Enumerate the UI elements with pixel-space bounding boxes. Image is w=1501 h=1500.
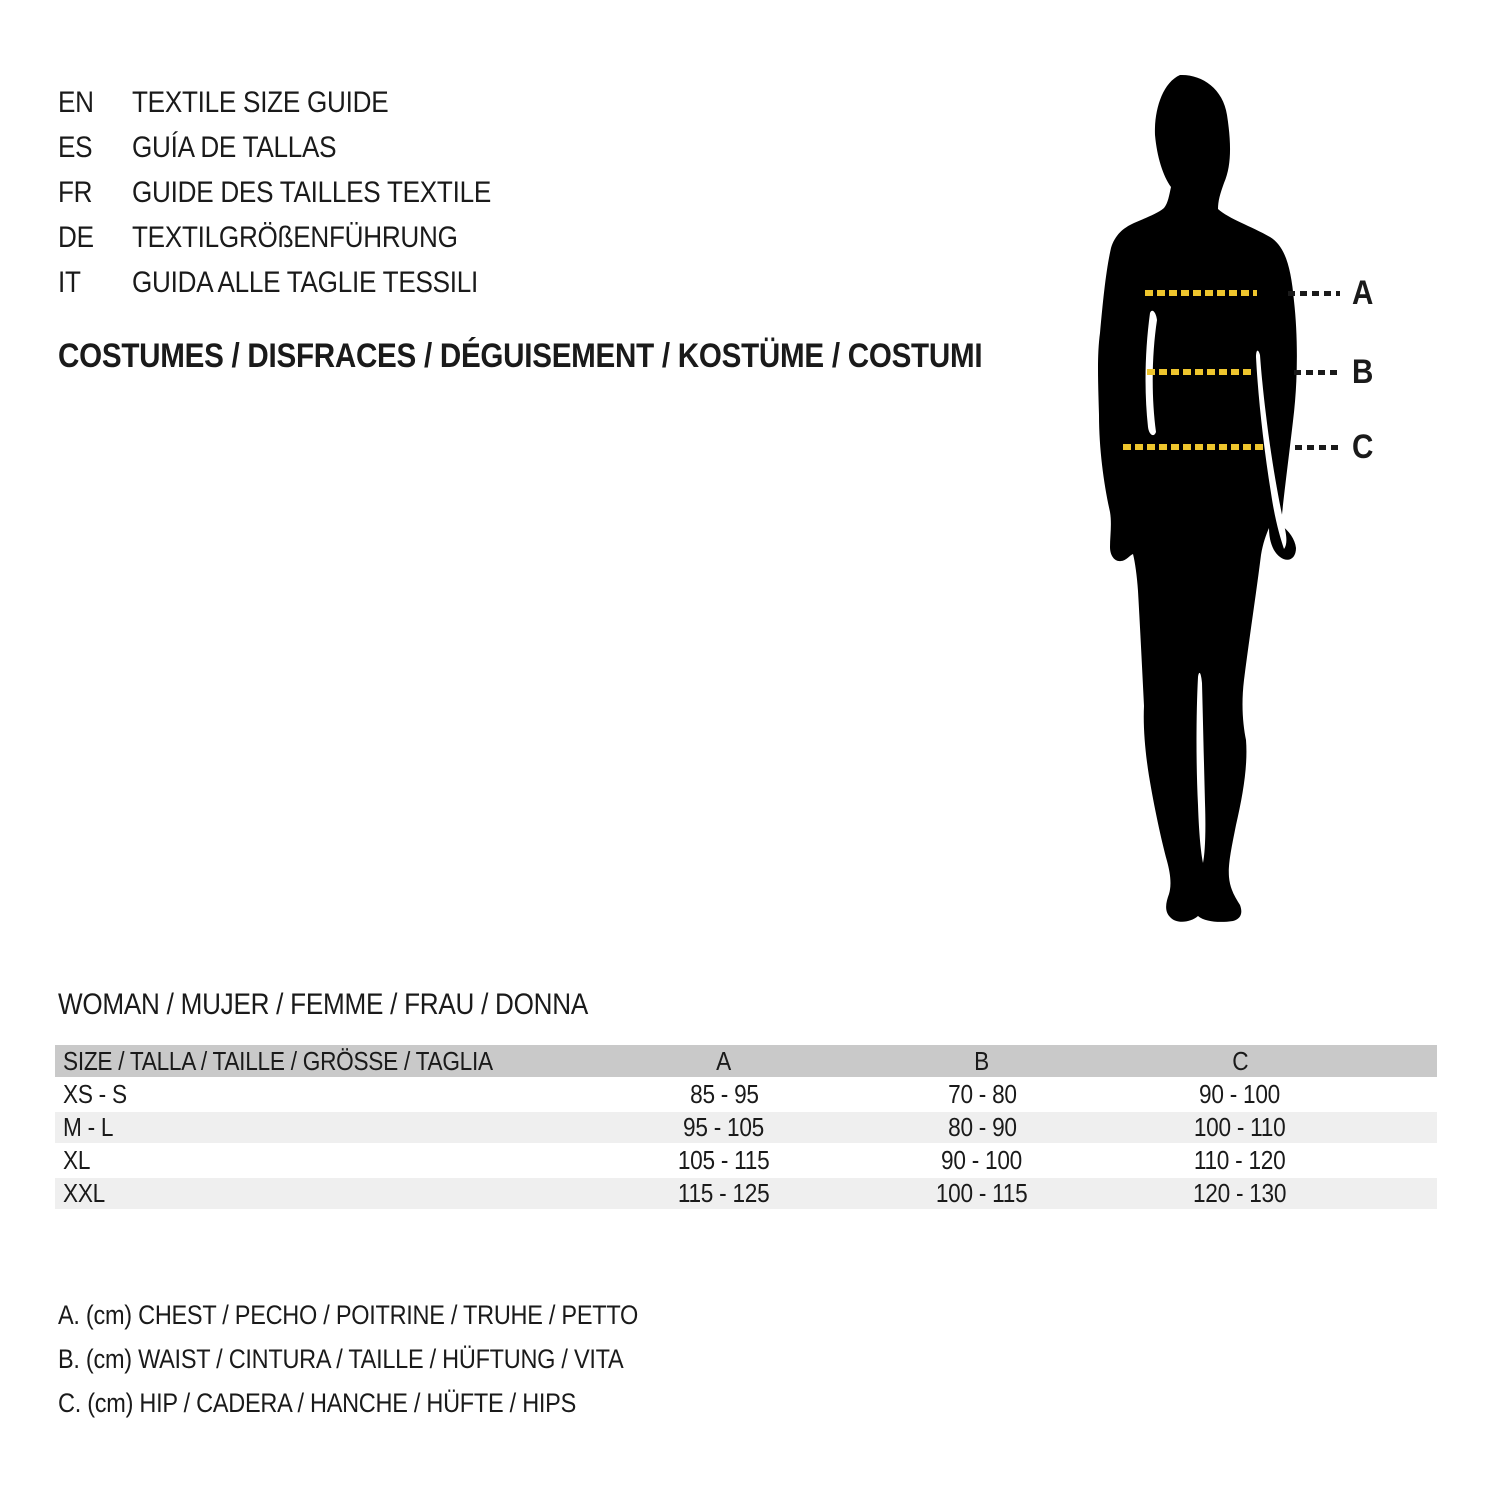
value-b: 80 - 90 xyxy=(853,1112,1111,1143)
value-a: 115 - 125 xyxy=(595,1178,853,1209)
chest-measure-line-yellow xyxy=(1145,290,1257,296)
value-b: 70 - 80 xyxy=(947,1079,1017,1109)
language-label: TEXTILGRÖßENFÜHRUNG xyxy=(132,221,458,254)
size-cell: M - L xyxy=(55,1112,595,1143)
value-b: 100 - 115 xyxy=(853,1178,1111,1209)
header-col-a: A xyxy=(595,1045,853,1077)
marker-label-c: C xyxy=(1352,428,1374,466)
hip-leader-line xyxy=(1295,445,1340,450)
language-label: GUIDE DES TAILLES TEXTILE xyxy=(132,176,492,209)
language-label: TEXTILE SIZE GUIDE xyxy=(132,86,389,119)
size-cell: XL xyxy=(63,1145,91,1175)
value-b: 90 - 100 xyxy=(941,1145,1023,1175)
waist-leader-line xyxy=(1294,370,1340,375)
table-row-xxl xyxy=(55,1178,1437,1209)
language-code: FR xyxy=(58,176,93,209)
table-row-m-l xyxy=(55,1112,1437,1143)
size-cell: XS - S xyxy=(63,1079,127,1109)
language-row-en xyxy=(58,80,545,125)
size-cell: XXL xyxy=(55,1178,595,1209)
language-code: DE xyxy=(58,221,94,254)
value-c: 120 - 130 xyxy=(1111,1178,1369,1209)
legend-chest: A. (cm) CHEST / PECHO / POITRINE / TRUHE / PETTO xyxy=(58,1300,639,1330)
language-guide-list xyxy=(58,80,545,305)
chest-leader-line xyxy=(1288,291,1340,296)
woman-body-shape xyxy=(1098,75,1297,922)
table-row-xs-s xyxy=(55,1079,1437,1110)
value-a: 105 - 115 xyxy=(678,1145,770,1175)
section-title-woman: WOMAN / MUJER / FEMME / FRAU / DONNA xyxy=(58,988,589,1021)
language-code: IT xyxy=(58,266,81,299)
header-col-b: B xyxy=(853,1045,1111,1077)
value-a: 95 - 105 xyxy=(595,1112,853,1143)
hip-measure-line-yellow xyxy=(1123,444,1264,450)
language-row-de xyxy=(58,215,545,260)
language-label: GUIDA ALLE TAGLIE TESSILI xyxy=(132,266,479,299)
marker-label-a: A xyxy=(1352,274,1374,312)
table-header-row xyxy=(55,1045,1437,1077)
woman-silhouette-figure xyxy=(1030,65,1330,935)
value-a: 85 - 95 xyxy=(689,1079,759,1109)
language-code: ES xyxy=(58,131,93,164)
waist-measure-line-yellow xyxy=(1147,369,1253,375)
language-code: EN xyxy=(58,86,94,119)
value-c: 110 - 120 xyxy=(1194,1145,1286,1175)
woman-silhouette-svg xyxy=(1030,65,1330,935)
value-c: 90 - 100 xyxy=(1199,1079,1281,1109)
legend-waist: B. (cm) WAIST / CINTURA / TAILLE / HÜFTUNG / VITA xyxy=(58,1344,624,1374)
value-c: 100 - 110 xyxy=(1111,1112,1369,1143)
language-row-es xyxy=(58,125,545,170)
marker-label-b: B xyxy=(1352,353,1374,391)
category-title: COSTUMES / DISFRACES / DÉGUISEMENT / KOSTÜME / COSTUMI xyxy=(58,337,983,375)
header-col-c: C xyxy=(1111,1045,1369,1077)
language-row-it xyxy=(58,260,545,305)
legend-hip: C. (cm) HIP / CADERA / HANCHE / HÜFTE / HIPS xyxy=(58,1388,576,1418)
size-table xyxy=(55,1043,1437,1211)
language-label: GUÍA DE TALLAS xyxy=(132,131,337,164)
size-table-header xyxy=(55,1045,1437,1077)
language-row-fr xyxy=(58,170,545,215)
header-size-cell: SIZE / TALLA / TAILLE / GRÖSSE / TAGLIA xyxy=(55,1045,595,1077)
table-row-xl xyxy=(55,1145,1437,1176)
measurement-legend xyxy=(58,1300,725,1432)
header-spacer xyxy=(1369,1045,1437,1077)
